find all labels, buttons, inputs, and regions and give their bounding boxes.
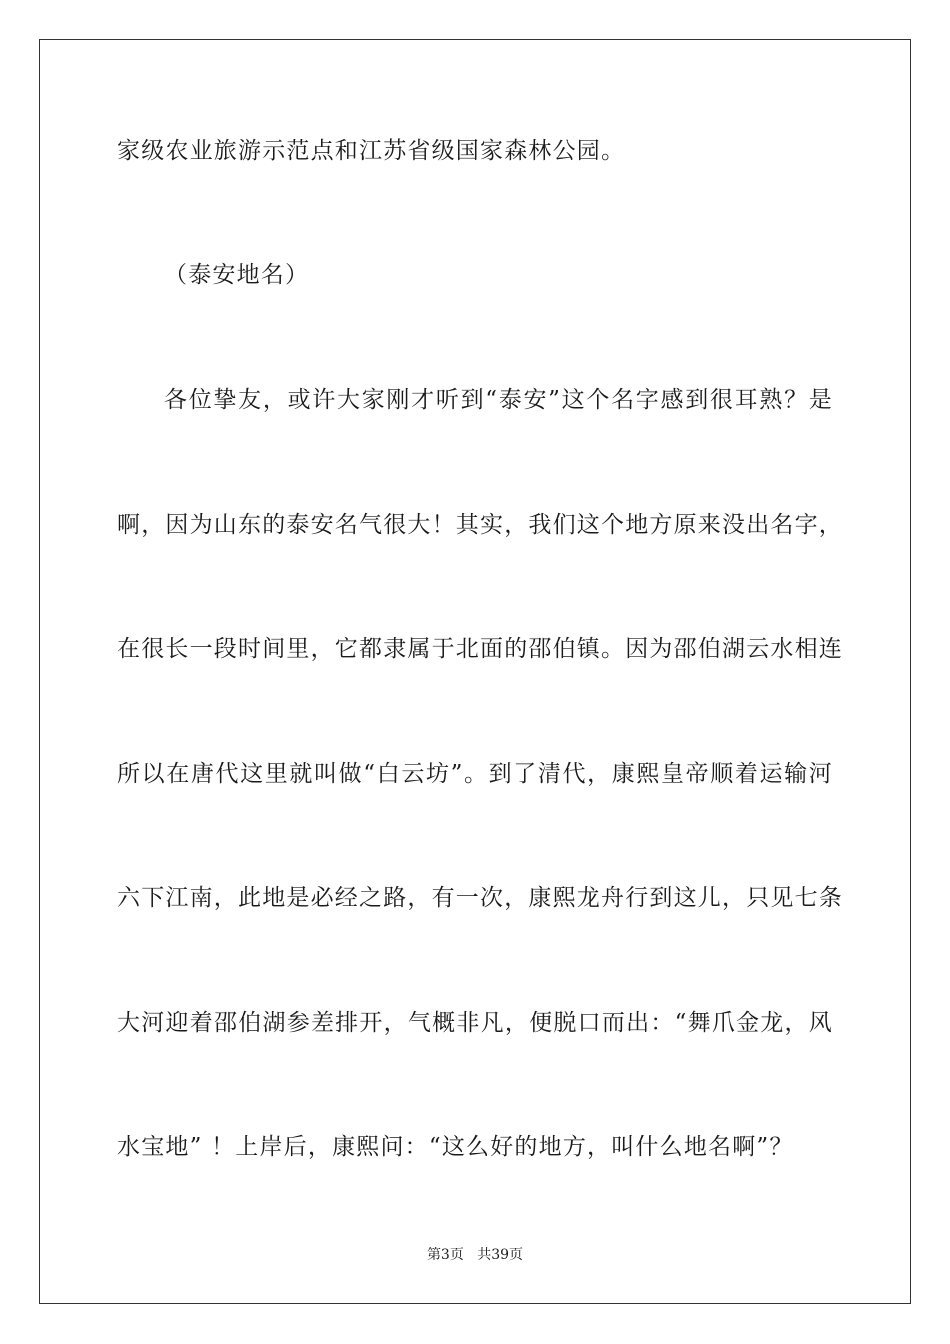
page-border	[39, 39, 911, 1304]
text-line-3: 各位挚友，或许大家刚才听到“泰安”这个名字感到很耳熟？是	[164, 387, 833, 413]
text-line-8: 大河迎着邵伯湖参差排开，气概非凡，便脱口而出：“舞爪金龙，风	[117, 1010, 833, 1036]
text-line-5: 在很长一段时间里，它都隶属于北面的邵伯镇。因为邵伯湖云水相连	[117, 636, 843, 662]
page-number: 第3页	[426, 1247, 464, 1263]
text-line-9: 水宝地” ！上岸后，康熙问：“这么好的地方，叫什么地名啊”？	[117, 1134, 794, 1160]
text-line-4: 啊，因为山东的泰安名气很大！其实，我们这个地方原来没出名字，	[117, 512, 843, 538]
section-heading: （泰安地名）	[164, 262, 310, 288]
total-pages: 共39页	[477, 1247, 524, 1263]
page-footer	[0, 1246, 950, 1264]
footer-spacer	[464, 1247, 477, 1263]
text-line-1: 家级农业旅游示范点和江苏省级国家森林公园。	[117, 138, 626, 164]
text-line-7: 六下江南，此地是必经之路，有一次，康熙龙舟行到这儿，只见七条	[117, 885, 843, 911]
text-line-6: 所以在唐代这里就叫做“白云坊”。到了清代，康熙皇帝顺着运输河	[117, 761, 833, 787]
